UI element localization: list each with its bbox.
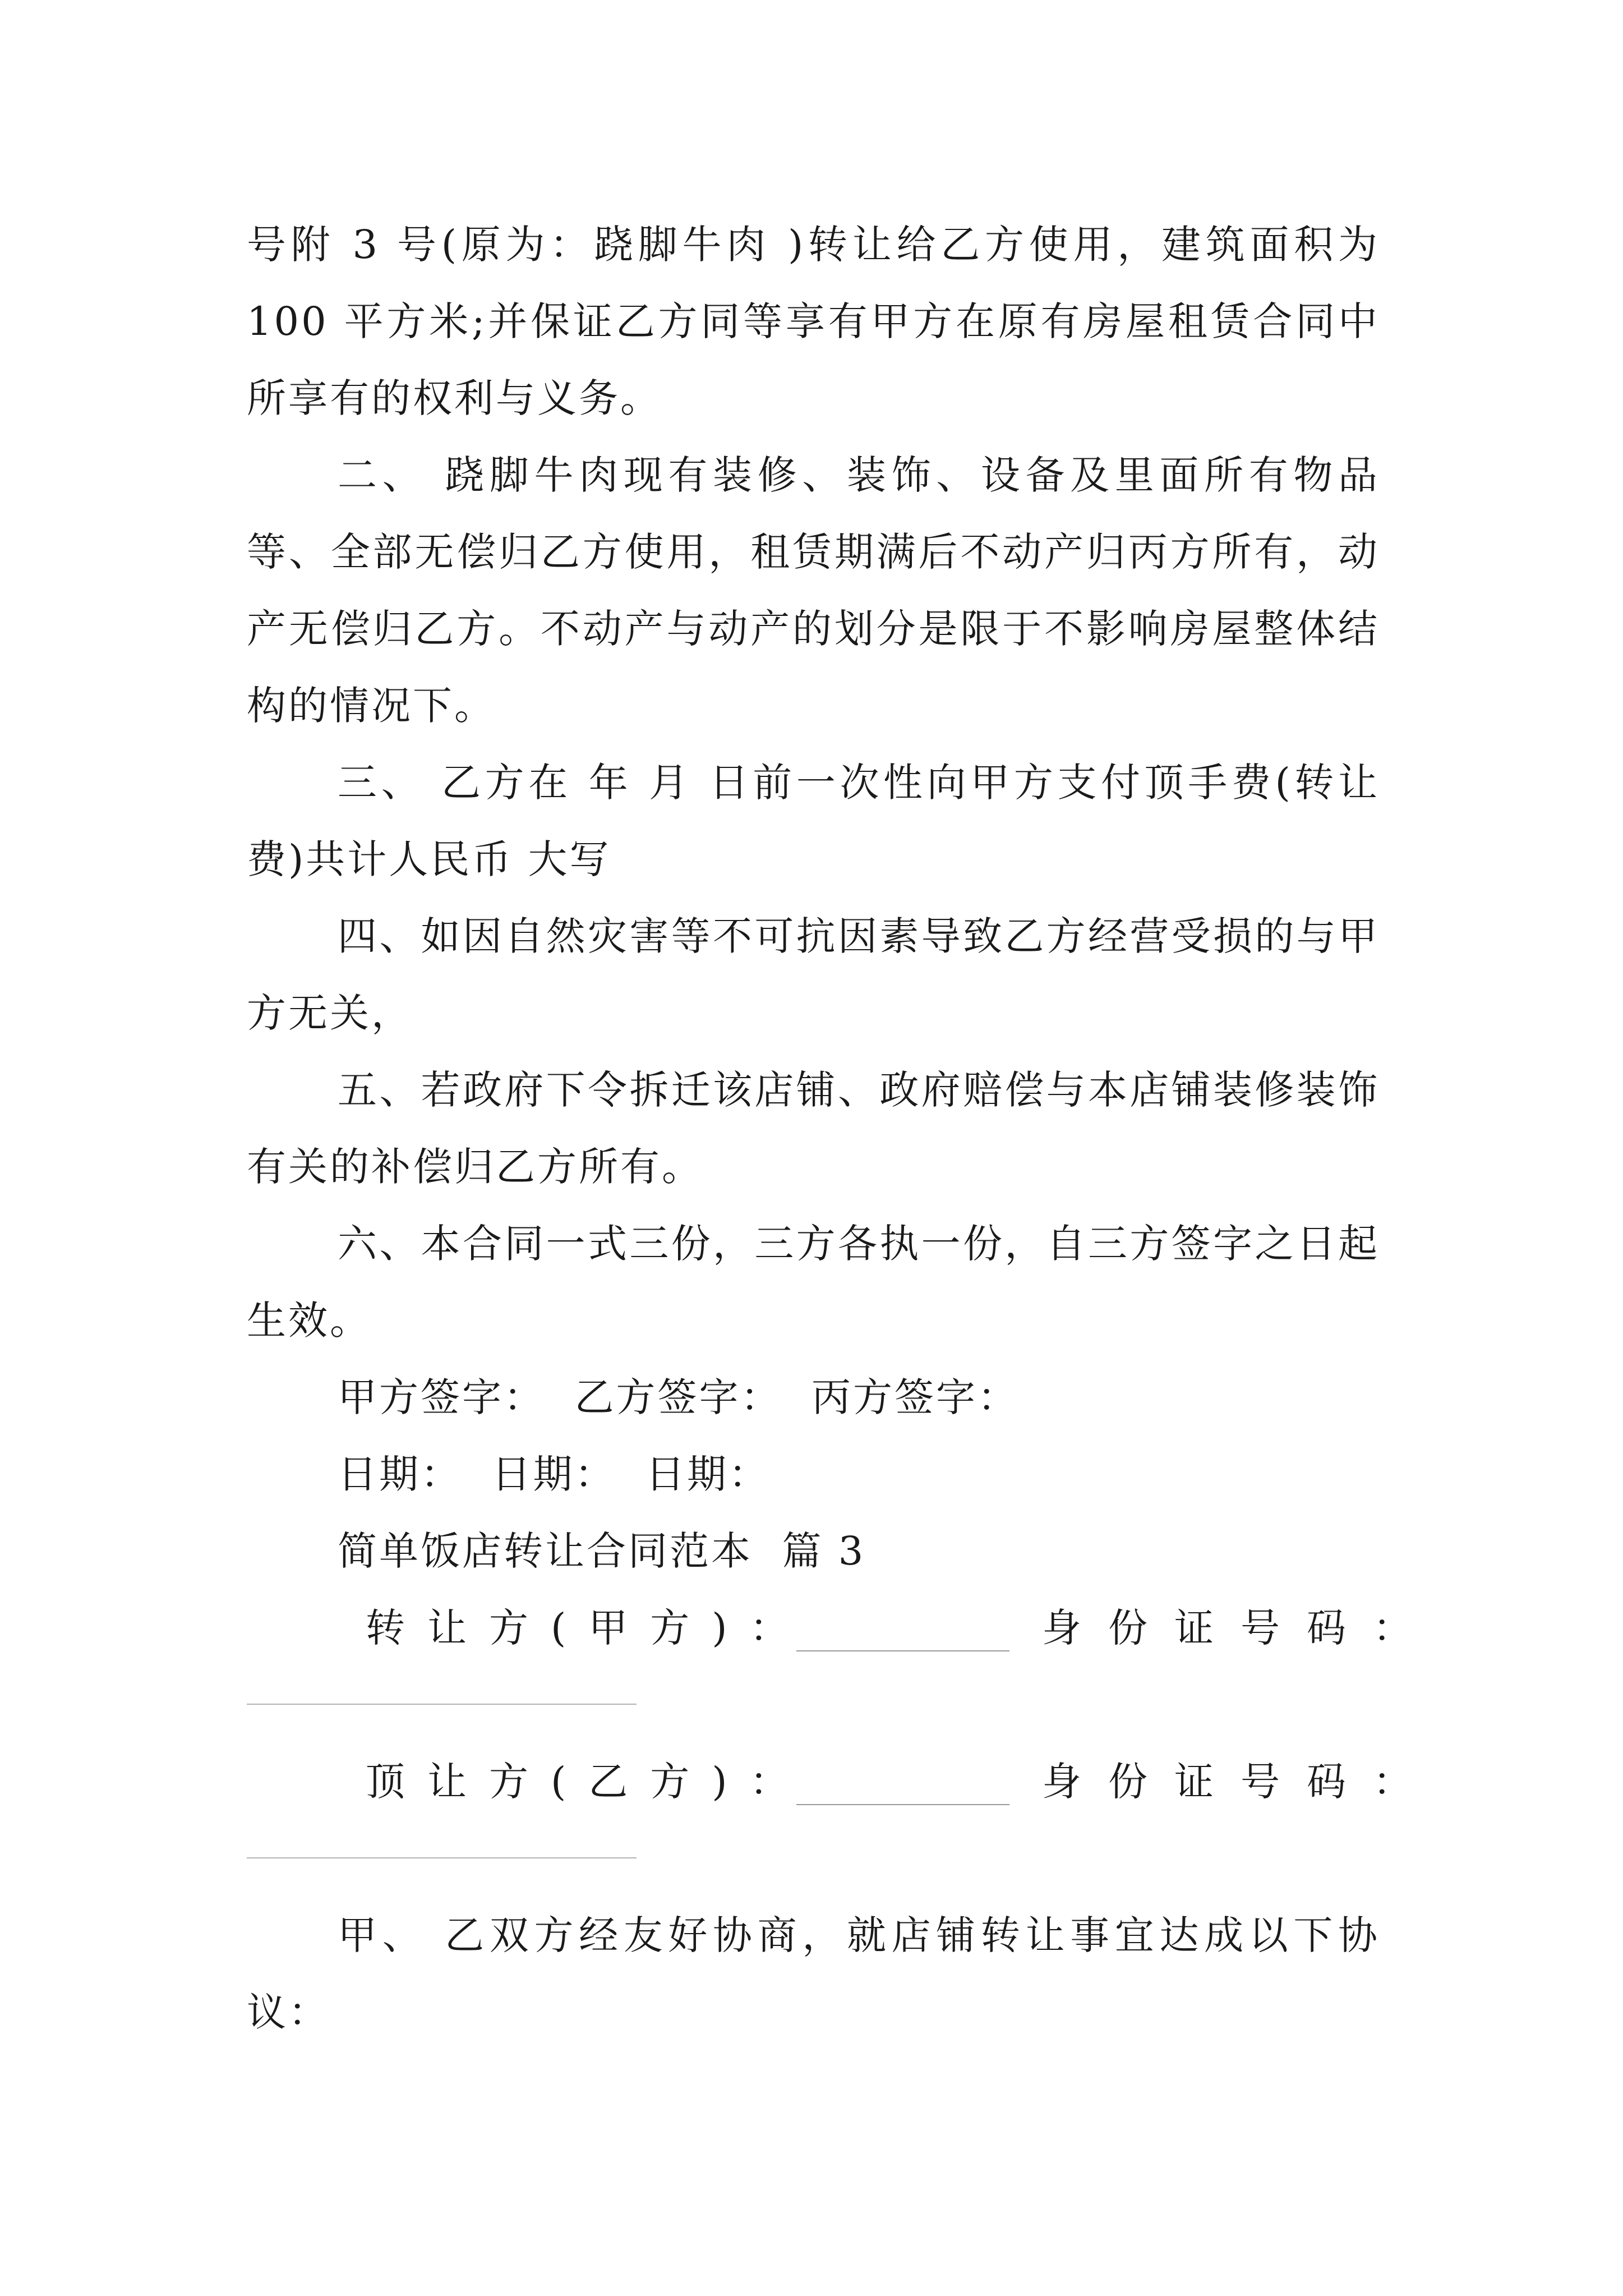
paragraph-clause-three: 三、 乙方在 年 月 日前一次性向甲方支付顶手费(转让费)共计人民币 大写 <box>247 760 1380 882</box>
paragraph-transfer-terms: 号附 3 号(原为：跷脚牛肉 )转让给乙方使用，建筑面积为 100 平方米;并保证乙方同等享有甲方在原有房屋租赁合同中所享有的权利与义务。 <box>247 222 1380 421</box>
paragraph-clause-five: 五、若政府下令拆迁该店铺、政府赔偿与本店铺装修装饰有关的补偿归乙方所有。 <box>247 1067 1380 1190</box>
transferee-name-blank <box>796 1804 1009 1805</box>
transferor-name-blank <box>796 1650 1009 1651</box>
transferee-row <box>247 1743 1439 1820</box>
date-line: 日期： 日期： 日期： <box>338 1451 771 1497</box>
paragraph-agreement-intro: 甲、 乙双方经友好协商，就店铺转让事宜达成以下协议： <box>247 1912 1380 2035</box>
paragraph-clause-four: 四、如因自然灾害等不可抗因素导致乙方经营受损的与甲方无关， <box>247 913 1380 1036</box>
transferee-id-label: 身份证号码： <box>1042 1759 1439 1805</box>
transferee-id-blank <box>247 1857 637 1858</box>
signature-line: 甲方签字： 乙方签字： 丙方签字： <box>338 1374 1020 1420</box>
transferor-id-row <box>247 1667 1380 1743</box>
transferee-id-row <box>247 1820 1380 1897</box>
transferor-id-label: 身份证号码： <box>1042 1605 1439 1651</box>
section-title: 简单饭店转让合同范本 篇 3 <box>338 1528 866 1574</box>
transferor-row <box>247 1590 1439 1667</box>
document-body <box>247 206 1439 2051</box>
transferor-id-blank <box>247 1704 637 1705</box>
paragraph-clause-six: 六、本合同一式三份，三方各执一份，自三方签字之日起生效。 <box>247 1221 1380 1343</box>
paragraph-clause-two: 二、 跷脚牛肉现有装修、装饰、设备及里面所有物品等、全部无偿归乙方使用，租赁期满后不动产归丙方所有，动产无偿归乙方。不动产与动产的划分是限于不影响房屋整体结构的情况下。 <box>247 452 1380 729</box>
transferee-label: 顶让方(乙方)： <box>366 1759 811 1805</box>
transferor-label: 转让方(甲方)： <box>366 1605 811 1651</box>
